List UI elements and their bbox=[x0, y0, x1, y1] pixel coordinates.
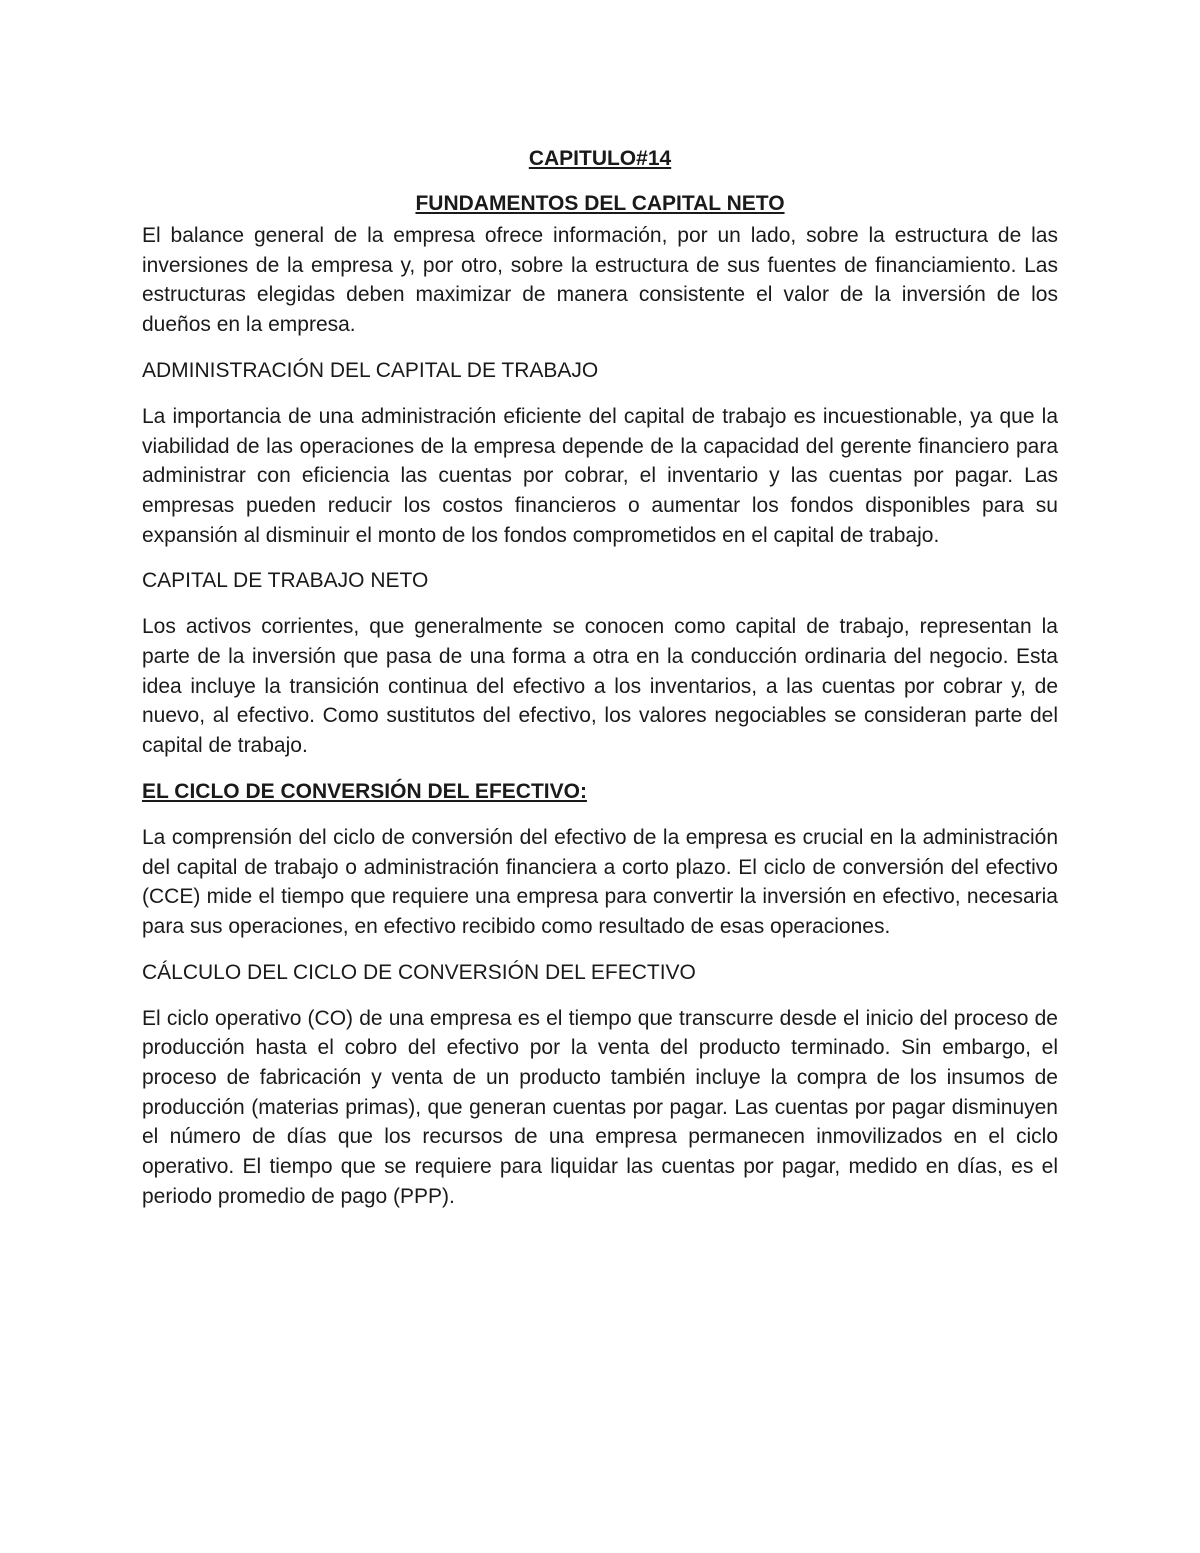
chapter-title: CAPITULO#14 bbox=[528, 147, 672, 170]
section-body-capital-neto: Los activos corrientes, que generalmente se conocen como capital de trabajo, representan la parte de la inversión que pasa de una forma a otra en la conducción ordinaria del negocio. Esta idea incluye la transición continua del efectivo a los inventarios, a las cuentas por cobrar y, de nuevo, al efectivo. Como sustitutos del efectivo, los valores negociables se consideran parte del capital de trabajo. bbox=[142, 615, 1058, 758]
section-heading-calculo-ciclo: CÁLCULO DEL CICLO DE CONVERSIÓN DEL EFECTIVO bbox=[142, 960, 696, 984]
intro-paragraph: El balance general de la empresa ofrece información, por un lado, sobre la estructura de las inversiones de la empresa y, por otro, sobre la estructura de sus fuentes de financiamiento. Las estructuras elegidas deben maximizar de manera consistente el valor de la inversión de los dueños en la empresa. bbox=[142, 224, 1058, 337]
section-body-administracion: La importancia de una administración eficiente del capital de trabajo es incuestionable, ya que la viabilidad de las operaciones de la empresa depende de la capacidad del gerente financiero para administrar con eficiencia las cuentas por cobrar, el inventario y las cuentas por pagar. Las empresas pueden reducir los costos financieros o aumentar los fondos disponibles para su expansión al disminuir el monto de los fondos comprometidos en el capital de trabajo. bbox=[142, 404, 1058, 547]
document-title: FUNDAMENTOS DEL CAPITAL NETO bbox=[415, 192, 785, 215]
section-body-calculo-ciclo: El ciclo operativo (CO) de una empresa es el tiempo que transcurre desde el inicio del proceso de producción hasta el cobro del efectivo por la venta del producto terminado. Sin embargo, el proceso de fabricación y venta de un producto también incluye la compra de los insumos de producción (materias primas), que generan cuentas por pagar. Las cuentas por pagar disminuyen el número de días que los recursos de una empresa permanecen inmovilizados en el ciclo operativo. El tiempo que se requiere para liquidar las cuentas por pagar, medido en días, es el periodo promedio de pago (PPP). bbox=[142, 1006, 1058, 1208]
document-page bbox=[142, 140, 1058, 1212]
section-heading-ciclo-conversion: EL CICLO DE CONVERSIÓN DEL EFECTIVO: bbox=[142, 779, 587, 803]
section-heading-capital-neto: CAPITAL DE TRABAJO NETO bbox=[142, 569, 429, 593]
section-body-ciclo-conversion: La comprensión del ciclo de conversión del efectivo de la empresa es crucial en la administración del capital de trabajo o administración financiera a corto plazo. El ciclo de conversión del efectivo (CCE) mide el tiempo que requiere una empresa para convertir la inversión en efectivo, necesaria para sus operaciones, en efectivo recibido como resultado de esas operaciones. bbox=[142, 825, 1058, 938]
section-heading-administracion: ADMINISTRACIÓN DEL CAPITAL DE TRABAJO bbox=[142, 358, 599, 382]
